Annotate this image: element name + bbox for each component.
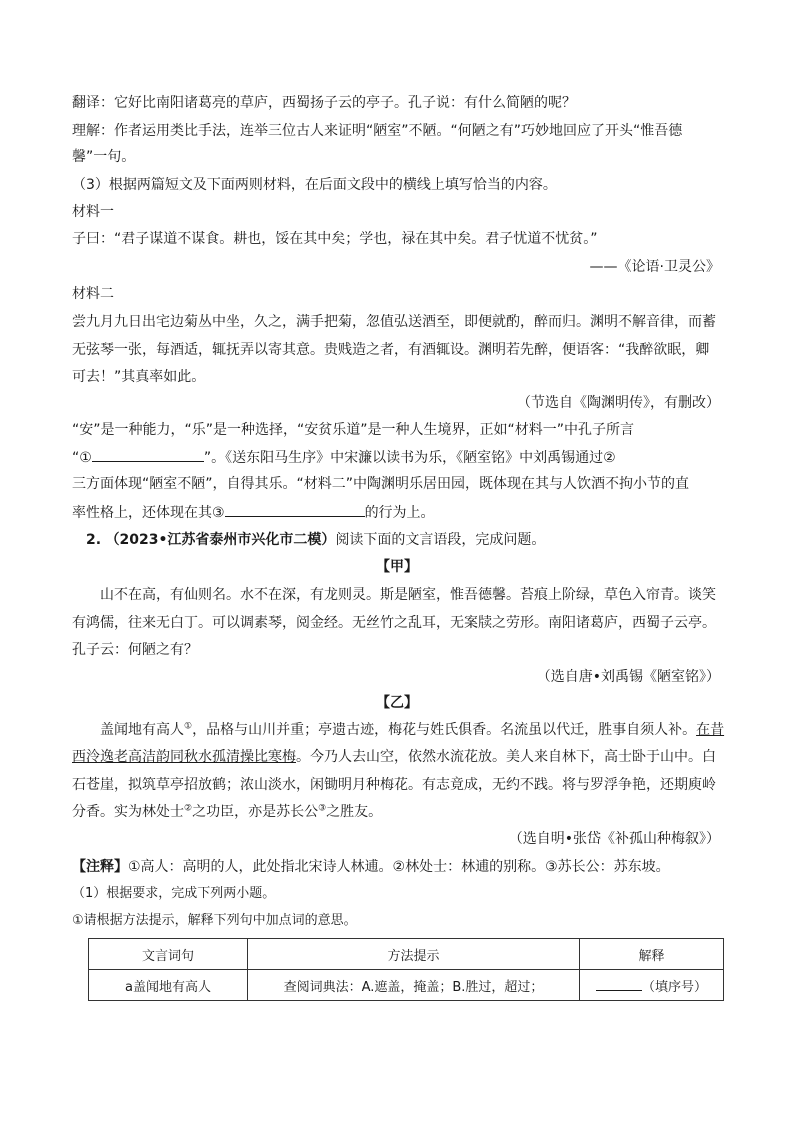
- understanding-line-1: 理解：作者运用类比手法，连举三位古人来证明“陋室”不陋。“何陋之有”巧妙地回应了开头“惟吾德: [72, 123, 683, 139]
- material-2-line-3: 可去！”其真率如此。: [72, 369, 206, 385]
- notes-label: 【注释】: [72, 859, 128, 875]
- yi-text-1a: 盖闻地有高人: [100, 722, 184, 738]
- material-1-title: 材料一: [72, 204, 114, 220]
- sub-question-1-1: ①请根据方法提示，解释下列句中加点词的意思。: [72, 913, 357, 928]
- yi-line-4: [72, 802, 382, 822]
- question-number: 2.: [86, 532, 102, 548]
- material-1-text: 子曰：“君子谋道不谋食。耕也，馁在其中矣；学也，禄在其中矣。君子忧道不忧贫。”: [72, 231, 598, 247]
- jia-title: 【甲】: [376, 559, 418, 575]
- answer-hint: （填序号）: [641, 979, 707, 995]
- yi-line-2: [72, 747, 716, 767]
- fill-text-4a: 率性格上，还体现在其③: [72, 505, 225, 521]
- table-header: 文言词句: [89, 939, 248, 970]
- answer-blank[interactable]: [596, 976, 642, 991]
- note-ref-2: ②: [184, 803, 193, 814]
- sub-question-1: （1）根据要求，完成下列两小题。: [72, 886, 276, 901]
- material-2-source: （节选自《陶渊明传》，有删改）: [517, 395, 720, 411]
- yi-line-1: [100, 720, 724, 740]
- yi-underlined-2: 西泠逸老高洁韵同秋水孤清操比寒梅: [72, 749, 296, 765]
- notes-line: [72, 857, 670, 877]
- jia-line-2: 有鸿儒，往来无白丁。可以调素琴，阅金经。无丝竹之乱耳，无案牍之劳形。南阳诸葛庐，西蜀子云亭。: [72, 615, 716, 631]
- fill-paragraph-line-3: 三方面体现“陋室不陋”，自得其乐。“材料二”中陶渊明乐居田园，既体现在其与人饮酒不拘小节的直: [72, 476, 690, 492]
- fill-text-2a: “①: [72, 450, 92, 466]
- yi-text-4c: 之胜友。: [326, 804, 383, 820]
- understanding-line-2: 馨”一句。: [72, 149, 136, 165]
- jia-source: （选自唐•刘禹锡《陋室铭》）: [536, 669, 720, 685]
- table-header: 方法提示: [248, 939, 580, 970]
- question-source-tag: （2023•江苏省泰州市兴化市二模）: [105, 532, 336, 548]
- material-2-line-2: 无弦琴一张，每酒适，辄抚弄以寄其意。贵贱造之者，有酒辄设。渊明若先醉，便语客：“我醉欲眠，卿: [72, 342, 710, 358]
- yi-text-1b: ，品格与山川并重；亭遗古迹，梅花与姓氏俱香。名流虽以代迁，胜事自须人补。: [192, 722, 697, 738]
- note-ref-3: ③: [318, 803, 327, 814]
- table-cell-phrase: a盖闻地有高人: [89, 970, 248, 1001]
- table-header-row: [89, 939, 724, 970]
- note-ref-1: ①: [184, 721, 193, 732]
- table-row: [89, 970, 724, 1001]
- answer-table: [88, 938, 724, 1001]
- question-2-header: [86, 530, 545, 550]
- yi-title: 【乙】: [376, 695, 418, 711]
- jia-line-3: 孔子云：何陋之有？: [72, 642, 198, 658]
- notes-text: ①高人：高明的人，此处指北宋诗人林逋。②林处士：林逋的别称。③苏长公：苏东坡。: [128, 859, 670, 875]
- yi-text-4a: 分香。实为林处士: [72, 804, 184, 820]
- yi-underlined-1: 在昔: [696, 722, 725, 738]
- material-2-title: 材料二: [72, 286, 114, 302]
- yi-line-3: 石苍崖，拟筑草亭招放鹤；浓山淡水，闲锄明月种梅花。有志竟成，无约不践。将与罗浮争艳，还期庾岭: [72, 777, 716, 793]
- fill-text-2b: ”。《送东阳马生序》中宋濂以读书为乐，《陋室铭》中刘禹锡通过②: [203, 450, 616, 466]
- yi-text-2b: 。今乃人去山空，依然水流花放。美人来自林下，高士卧于山中。白: [296, 749, 716, 765]
- question-instruction: 阅读下面的文言语段，完成问题。: [335, 532, 546, 548]
- fill-paragraph-line-4: [72, 502, 435, 523]
- yi-source: （选自明•张岱《补孤山种梅叙》）: [508, 831, 720, 847]
- translation-line: 翻译：它好比南阳诸葛亮的草庐，西蜀扬子云的亭子。孔子说：有什么简陋的呢？: [72, 95, 576, 111]
- material-1-source: ——《论语·卫灵公》: [589, 259, 720, 275]
- jia-line-1: 山不在高，有仙则名。水不在深，有龙则灵。斯是陋室，惟吾德馨。苔痕上阶绿，草色入帘青。谈笑: [100, 587, 716, 603]
- question-3: （3）根据两篇短文及下面两则材料，在后面文段中的横线上填写恰当的内容。: [72, 177, 557, 193]
- blank-3[interactable]: [225, 502, 365, 517]
- blank-1[interactable]: [92, 447, 204, 462]
- material-2-line-1: 尝九月九日出宅边菊丛中坐，久之，满手把菊，忽值弘送酒至，即便就酌，醉而归。渊明不解音律，而蓄: [72, 314, 716, 330]
- fill-paragraph-line-2: [72, 447, 616, 468]
- yi-text-4b: 之功臣，亦是苏长公: [192, 804, 319, 820]
- table-header: 解释: [580, 939, 724, 970]
- fill-paragraph-line-1: “安”是一种能力，“乐”是一种选择，“安贫乐道”是一种人生境界，正如“材料一”中孔子所言: [72, 422, 635, 438]
- table-cell-method: 查阅词典法：A.遮盖，掩盖；B.胜过，超过；: [248, 970, 580, 1001]
- fill-text-4b: 的行为上。: [364, 505, 435, 521]
- table-cell-answer: [580, 970, 724, 1001]
